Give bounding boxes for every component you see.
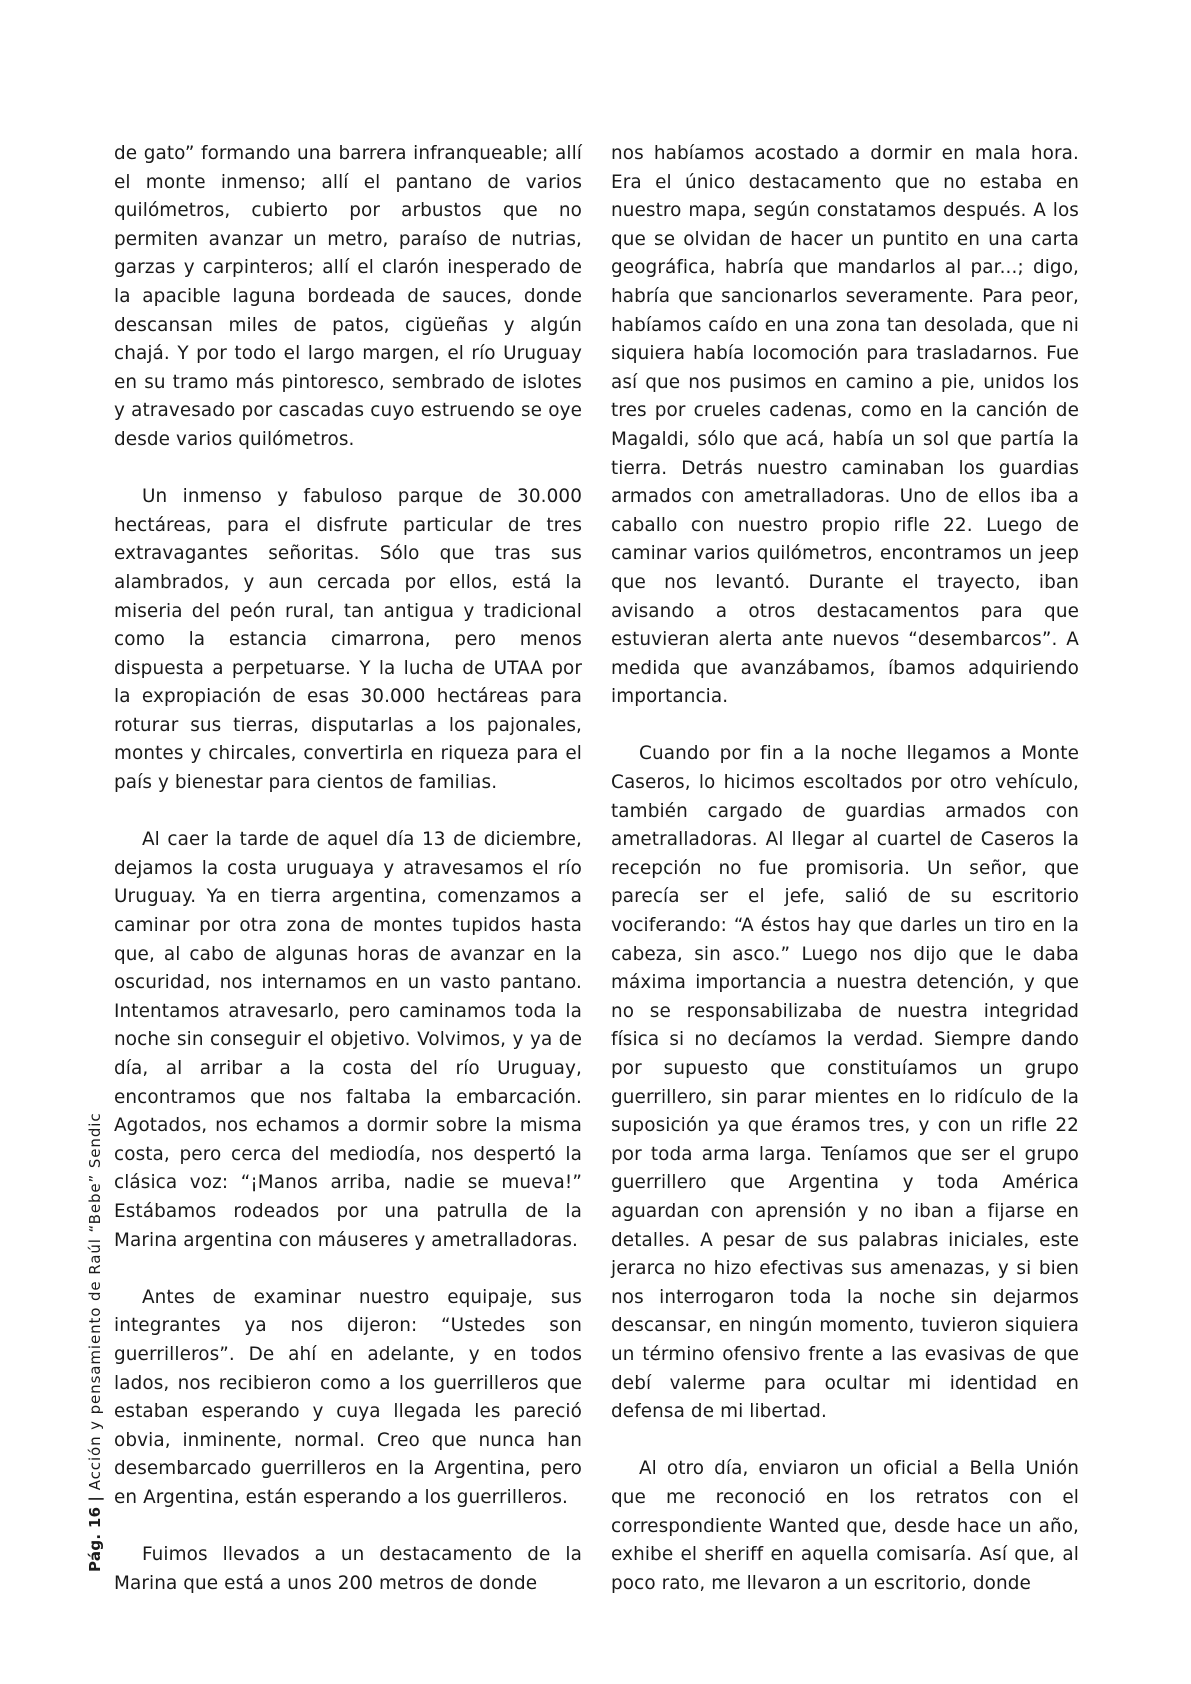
- label-separator: |: [86, 1495, 104, 1502]
- paragraph: Antes de examinar nuestro equipaje, sus integrantes ya nos dijeron: “Ustedes son guerrilleros”. De ahí en adelante, y en todos lados, nos recibieron como a los guerrilleros que estaban esperando y cuya llegada les pareció obvia, inminente, normal. Creo que nunca han desembarcado guerrilleros en la Argentina, pero en Argentina, están esperando a los guerrilleros.: [114, 1286, 582, 1508]
- paragraph: Al caer la tarde de aquel día 13 de diciembre, dejamos la costa uruguaya y atravesamos el río Uruguay. Ya en tierra argentina, comenzamos a caminar por otra zona de montes tupidos hasta que, al cabo de algunas horas de avanzar en la oscuridad, nos internamos en un vasto pantano. Intentamos atravesarlo, pero caminamos toda la noche sin conseguir el objetivo. Volvimos, y ya de día, al arribar a la costa del río Uruguay, encontramos que nos faltaba la embarcación. Agotados, nos echamos a dormir sobre la misma costa, pero cerca del mediodía, nos despertó la clásica voz: “¡Manos arriba, nadie se mueva!” Estábamos rodeados por una patrulla de la Marina argentina con máuseres y ametralladoras.: [114, 829, 582, 1251]
- paragraph: nos habíamos acostado a dormir en mala hora. Era el único destacamento que no estaba en nuestro mapa, según constatamos después. A los que se olvidan de hacer un puntito en una carta geográfica, habría que mandarlos al par...; digo, habría que sancionarlos severamente. Para peor, habíamos caído en una zona tan desolada, que ni siquiera había locomoción para trasladarnos. Fue así que nos pusimos en camino a pie, unidos los tres por crueles cadenas, como en la canción de Magaldi, sólo que acá, había un sol que partía la tierra. Detrás nuestro caminaban los guardias armados con ametralladoras. Uno de ellos iba a caballo con nuestro propio rifle 22. Luego de caminar varios quilómetros, encontramos un jeep que nos levantó. Durante el trayecto, iban avisando a otros destacamentos para que estuvieran alerta ante nuevos “desembarcos”. A medida que avanzábamos, íbamos adquiriendo importancia.: [611, 143, 1079, 708]
- paragraph: Fuimos llevados a un destacamento de la Marina que está a unos 200 metros de donde: [114, 1544, 582, 1594]
- paragraph: Al otro día, enviaron un oficial a Bella Unión que me reconoció en los retratos con el correspondiente Wanted que, desde hace un año, exhibe el sheriff en aquella comisaría. Así que, al poco rato, me llevaron a un escritorio, donde: [611, 1458, 1079, 1594]
- page-number: Pág. 16: [86, 1506, 104, 1572]
- right-column: [611, 140, 1079, 1598]
- page-margin-label: [86, 1113, 104, 1572]
- book-title: Acción y pensamiento de Raúl “Bebe” Sendic: [86, 1112, 104, 1491]
- left-column: [114, 140, 582, 1598]
- paragraph: Cuando por fin a la noche llegamos a Monte Caseros, lo hicimos escoltados por otro vehículo, también cargado de guardias armados con ametralladoras. Al llegar al cuartel de Caseros la recepción no fue promisoria. Un señor, que parecía ser el jefe, salió de su escritorio vociferando: “A éstos hay que darles un tiro en la cabeza, sin asco.” Luego nos dijo que le daba máxima importancia a nuestra detención, y que no se responsabilizaba de nuestra integridad física si no decíamos la verdad. Siempre dando por supuesto que constituíamos un grupo guerrillero, sin parar mientes en lo ridículo de la suposición ya que éramos tres, y con un rifle 22 por toda arma larga. Teníamos que ser el grupo guerrillero que Argentina y toda América aguardan con aprensión y no iban a fijarse en detalles. A pesar de sus palabras iniciales, este jerarca no hizo efectivas sus amenazas, y si bien nos interrogaron toda la noche sin dejarmos descansar, en ningún momento, tuvieron siquiera un término ofensivo frente a las evasivas de que debí valerme para ocultar mi identidad en defensa de mi libertad.: [611, 743, 1079, 1423]
- paragraph: de gato” formando una barrera infranqueable; allí el monte inmenso; allí el pantano de varios quilómetros, cubierto por arbustos que no permiten avanzar un metro, paraíso de nutrias, garzas y carpinteros; allí el clarón inesperado de la apacible laguna bordeada de sauces, donde descansan miles de patos, cigüeñas y algún chajá. Y por todo el largo margen, el río Uruguay en su tramo más pintoresco, sembrado de islotes y atravesado por cascadas cuyo estruendo se oye desde varios quilómetros.: [114, 143, 582, 450]
- paragraph: Un inmenso y fabuloso parque de 30.000 hectáreas, para el disfrute particular de tres extravagantes señoritas. Sólo que tras sus alambrados, y aun cercada por ellos, está la miseria del peón rural, tan antigua y tradicional como la estancia cimarrona, pero menos dispuesta a perpetuarse. Y la lucha de UTAA por la expropiación de esas 30.000 hectáreas para roturar sus tierras, disputarlas a los pajonales, montes y chircales, convertirla en riqueza para el país y bienestar para cientos de familias.: [114, 486, 582, 794]
